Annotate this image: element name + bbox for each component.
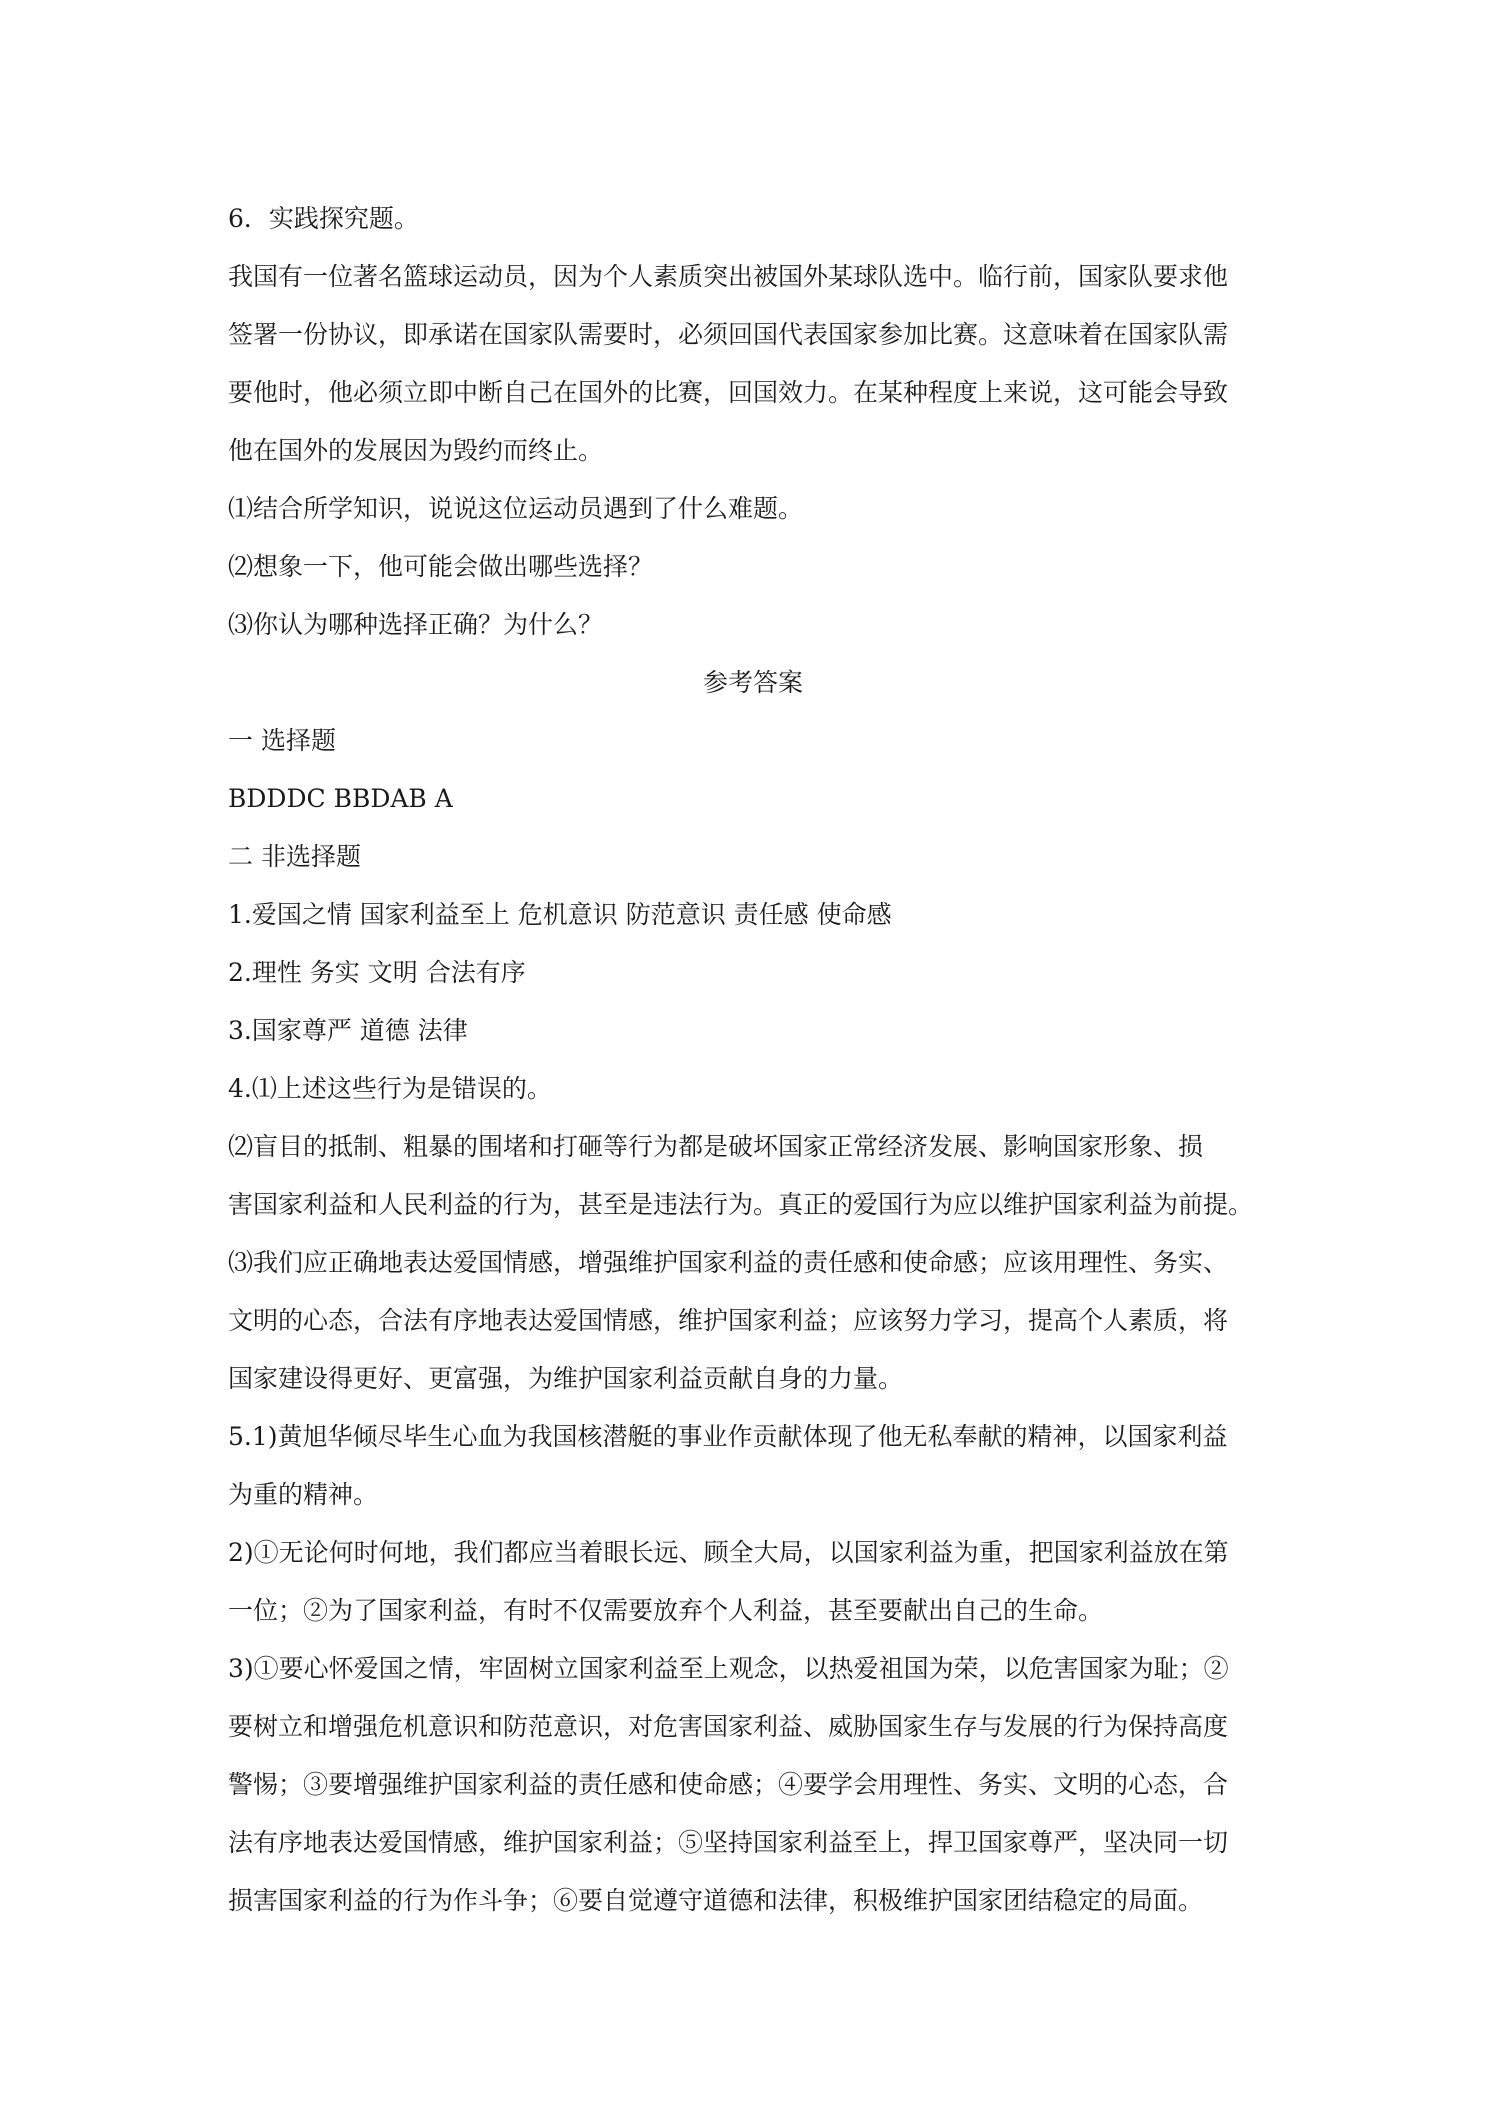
- section-1-heading: 一 选择题: [228, 726, 336, 755]
- answer-4-part-3-line-3: 国家建设得更好、更富强，为维护国家利益贡献自身的力量。: [228, 1364, 904, 1393]
- answer-section-title: 参考答案: [702, 668, 803, 697]
- answer-4-part-3-line-1: ⑶我们应正确地表达爱国情感，增强维护国家利益的责任感和使命感；应该用理性、务实、: [228, 1248, 1229, 1277]
- question-6-text-line-4: 他在国外的发展因为毁约而终止。: [228, 436, 604, 465]
- answer-4-part-1: 4.⑴上述这些行为是错误的。: [228, 1074, 552, 1103]
- answer-5-part-3-line-2: 要树立和增强危机意识和防范意识，对危害国家利益、威胁国家生存与发展的行为保持高度: [228, 1712, 1229, 1741]
- multiple-choice-answers: BDDDC BBDAB A: [228, 784, 453, 813]
- answer-2: 2.理性 务实 文明 合法有序: [228, 958, 526, 987]
- answer-3: 3.国家尊严 道德 法律: [228, 1016, 468, 1045]
- question-6-text-line-1: 我国有一位著名篮球运动员，因为个人素质突出被国外某球队选中。临行前，国家队要求他: [228, 262, 1229, 291]
- answer-5-part-1-line-1: 5.1)黄旭华倾尽毕生心血为我国核潜艇的事业作贡献体现了他无私奉献的精神，以国家利益: [228, 1422, 1228, 1451]
- section-2-heading: 二 非选择题: [228, 842, 361, 871]
- question-6-text-line-3: 要他时，他必须立即中断自己在国外的比赛，回国效力。在某种程度上来说，这可能会导致: [228, 378, 1229, 407]
- answer-5-part-3-line-4: 法有序地表达爱国情感，维护国家利益；⑤坚持国家利益至上，捍卫国家尊严，坚决同一切: [228, 1828, 1229, 1857]
- question-6-text-line-2: 签署一份协议，即承诺在国家队需要时，必须回国代表国家参加比赛。这意味着在国家队需: [228, 320, 1229, 349]
- question-6-sub-3: ⑶你认为哪种选择正确？为什么？: [228, 610, 604, 639]
- answer-5-part-3-line-1: 3)①要心怀爱国之情，牢固树立国家利益至上观念，以热爱祖国为荣，以危害国家为耻；②: [228, 1654, 1229, 1683]
- answer-4-part-2-line-2: 害国家利益和人民利益的行为，甚至是违法行为。真正的爱国行为应以维护国家利益为前提。: [228, 1190, 1254, 1219]
- answer-5-part-1-line-2: 为重的精神。: [228, 1480, 379, 1509]
- question-6-sub-2: ⑵想象一下，他可能会做出哪些选择？: [228, 552, 654, 581]
- answer-5-part-2-line-1: 2)①无论何时何地，我们都应当着眼长远、顾全大局，以国家利益为重，把国家利益放在第: [228, 1538, 1229, 1567]
- answer-5-part-3-line-3: 警惕；③要增强维护国家利益的责任感和使命感；④要学会用理性、务实、文明的心态，合: [228, 1770, 1229, 1799]
- answer-5-part-3-line-5: 损害国家利益的行为作斗争；⑥要自觉遵守道德和法律，积极维护国家团结稳定的局面。: [228, 1886, 1204, 1915]
- answer-1: 1.爱国之情 国家利益至上 危机意识 防范意识 责任感 使命感: [228, 900, 892, 929]
- answer-4-part-3-line-2: 文明的心态，合法有序地表达爱国情感，维护国家利益；应该努力学习，提高个人素质，将: [228, 1306, 1229, 1335]
- question-6-sub-1: ⑴结合所学知识，说说这位运动员遇到了什么难题。: [228, 494, 804, 523]
- answer-4-part-2-line-1: ⑵盲目的抵制、粗暴的围堵和打砸等行为都是破坏国家正常经济发展、影响国家形象、损: [228, 1132, 1204, 1161]
- answer-5-part-2-line-2: 一位；②为了国家利益，有时不仅需要放弃个人利益，甚至要献出自己的生命。: [228, 1596, 1104, 1625]
- question-6-heading: 6．实践探究题。: [228, 204, 419, 233]
